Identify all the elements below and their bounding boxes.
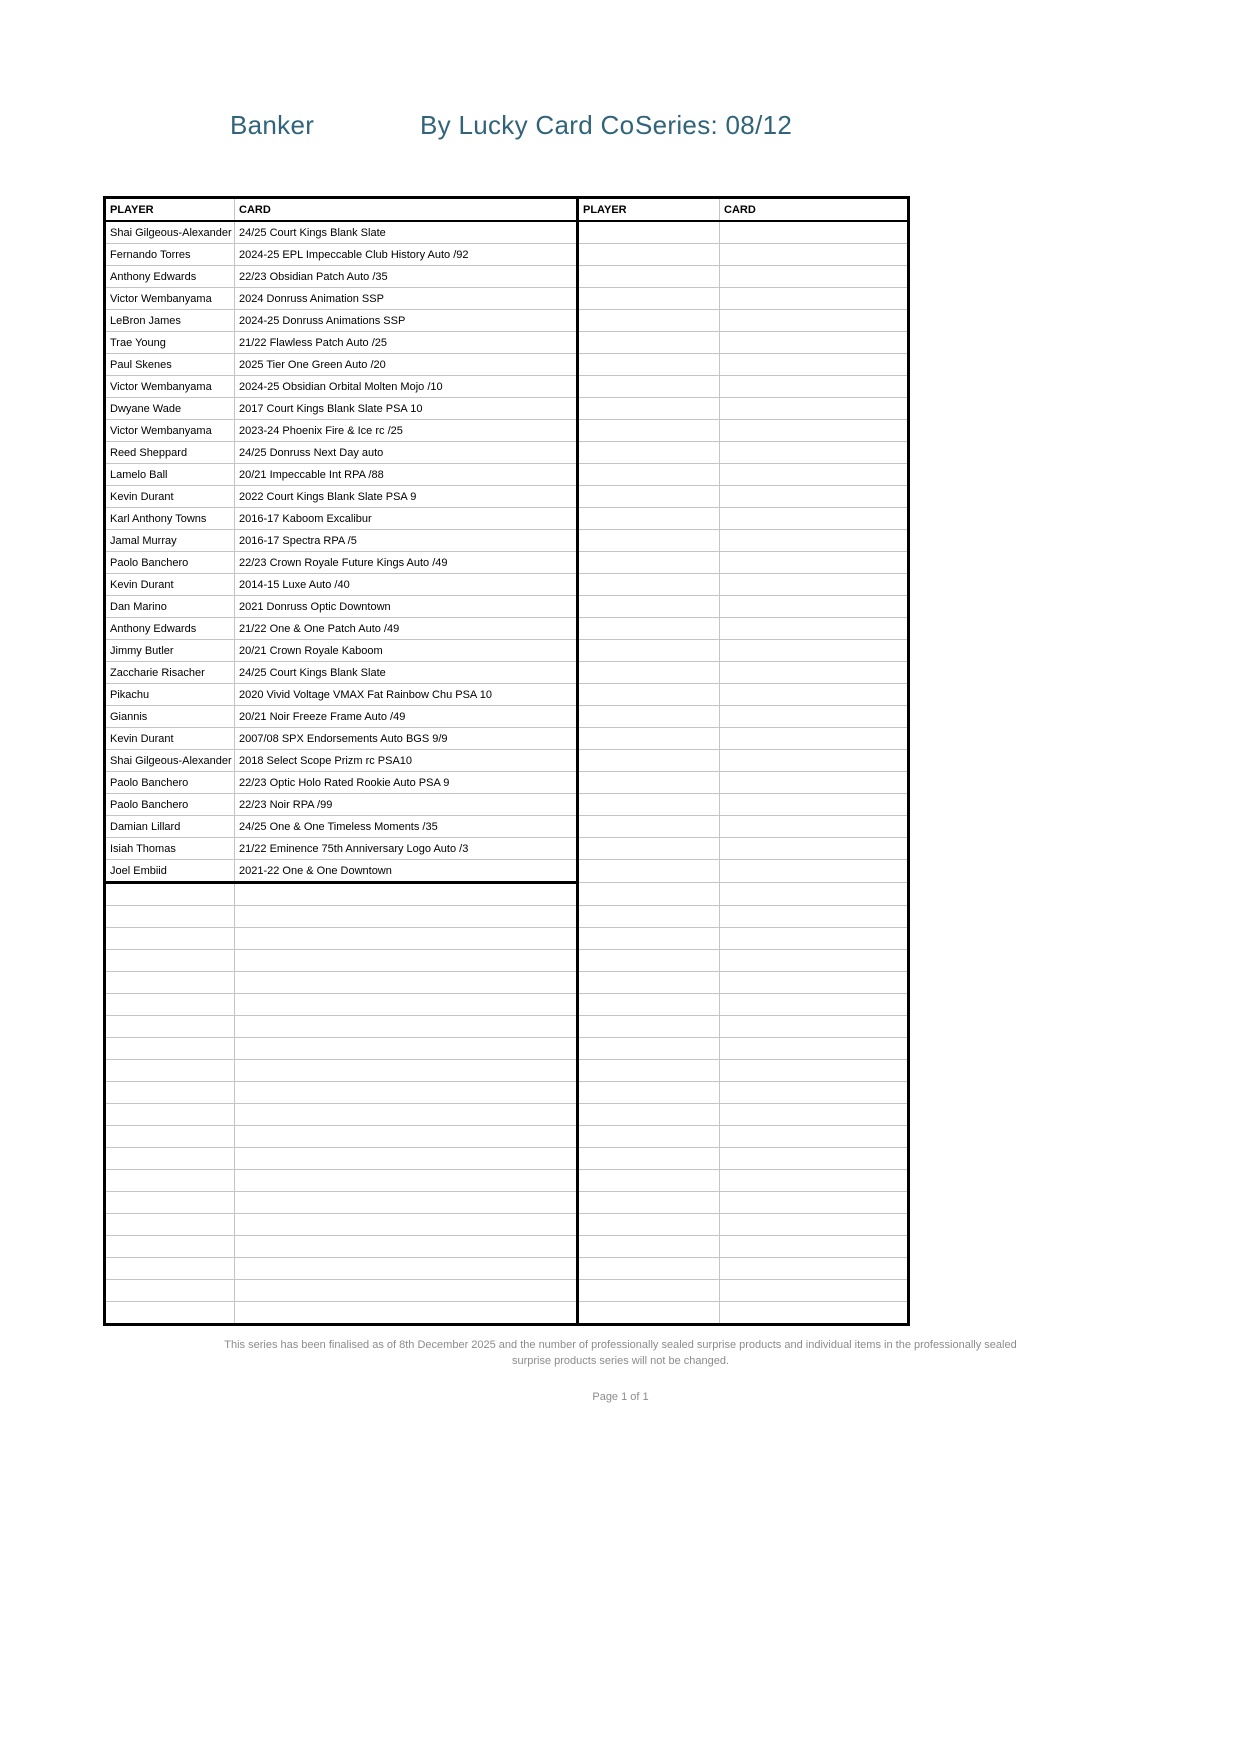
card-cell-right bbox=[720, 486, 909, 508]
table-row bbox=[105, 398, 909, 420]
card-cell-right bbox=[720, 1038, 909, 1060]
player-cell-right bbox=[578, 928, 720, 950]
player-cell-right bbox=[578, 530, 720, 552]
card-cell-right bbox=[720, 1170, 909, 1192]
player-cell-left: Victor Wembanyama bbox=[105, 420, 235, 442]
player-cell-right bbox=[578, 706, 720, 728]
player-cell-right bbox=[578, 442, 720, 464]
player-cell-right bbox=[578, 728, 720, 750]
table-row bbox=[105, 706, 909, 728]
card-cell-left bbox=[235, 928, 578, 950]
player-cell-left: Victor Wembanyama bbox=[105, 288, 235, 310]
table-row bbox=[105, 332, 909, 354]
table-row bbox=[105, 640, 909, 662]
card-cell-left bbox=[235, 1082, 578, 1104]
table-row bbox=[105, 266, 909, 288]
table-row bbox=[105, 1236, 909, 1258]
player-cell-right bbox=[578, 574, 720, 596]
player-cell-left bbox=[105, 1060, 235, 1082]
player-cell-right bbox=[578, 596, 720, 618]
table-row bbox=[105, 1148, 909, 1170]
player-cell-left: Fernando Torres bbox=[105, 244, 235, 266]
player-cell-left bbox=[105, 1192, 235, 1214]
player-cell-right bbox=[578, 1082, 720, 1104]
card-cell-right bbox=[720, 728, 909, 750]
card-cell-left: 2021-22 One & One Downtown bbox=[235, 860, 578, 883]
card-cell-left bbox=[235, 1236, 578, 1258]
player-cell-left: Jimmy Butler bbox=[105, 640, 235, 662]
table-row bbox=[105, 972, 909, 994]
card-cell-right bbox=[720, 1258, 909, 1280]
card-cell-left: 22/23 Optic Holo Rated Rookie Auto PSA 9 bbox=[235, 772, 578, 794]
card-cell-left: 2016-17 Kaboom Excalibur bbox=[235, 508, 578, 530]
card-cell-right bbox=[720, 464, 909, 486]
player-cell-right bbox=[578, 883, 720, 906]
table-row bbox=[105, 596, 909, 618]
card-cell-right bbox=[720, 772, 909, 794]
table-row bbox=[105, 994, 909, 1016]
card-cell-right bbox=[720, 442, 909, 464]
player-cell-left: Kevin Durant bbox=[105, 728, 235, 750]
table-row bbox=[105, 442, 909, 464]
player-cell-left: Shai Gilgeous-Alexander bbox=[105, 221, 235, 244]
table-row bbox=[105, 883, 909, 906]
card-cell-right bbox=[720, 1082, 909, 1104]
card-cell-right bbox=[720, 838, 909, 860]
table-row bbox=[105, 928, 909, 950]
table-row bbox=[105, 420, 909, 442]
table-row bbox=[105, 288, 909, 310]
card-cell-right bbox=[720, 1016, 909, 1038]
card-cell-left bbox=[235, 1104, 578, 1126]
player-cell-left: Damian Lillard bbox=[105, 816, 235, 838]
card-cell-left bbox=[235, 1280, 578, 1302]
card-cell-left bbox=[235, 883, 578, 906]
table-row bbox=[105, 838, 909, 860]
page-number: Page 1 of 1 bbox=[592, 1391, 649, 1403]
player-cell-right bbox=[578, 552, 720, 574]
player-cell-left: Trae Young bbox=[105, 332, 235, 354]
player-cell-right bbox=[578, 994, 720, 1016]
card-cell-left: 20/21 Crown Royale Kaboom bbox=[235, 640, 578, 662]
table-row bbox=[105, 508, 909, 530]
header-row bbox=[105, 198, 909, 222]
series-label: Series: 08/12 bbox=[635, 110, 793, 140]
card-cell-right bbox=[720, 266, 909, 288]
player-cell-left bbox=[105, 1126, 235, 1148]
column-header-player-right: PLAYER bbox=[578, 198, 720, 222]
player-cell-left bbox=[105, 1280, 235, 1302]
card-cell-left bbox=[235, 1060, 578, 1082]
card-cell-left: 2007/08 SPX Endorsements Auto BGS 9/9 bbox=[235, 728, 578, 750]
table-row bbox=[105, 486, 909, 508]
card-cell-left bbox=[235, 1302, 578, 1325]
player-cell-right bbox=[578, 1148, 720, 1170]
player-cell-right bbox=[578, 486, 720, 508]
player-cell-left: Zaccharie Risacher bbox=[105, 662, 235, 684]
player-cell-right bbox=[578, 1214, 720, 1236]
player-cell-right bbox=[578, 640, 720, 662]
table-row bbox=[105, 530, 909, 552]
table-row bbox=[105, 794, 909, 816]
player-cell-left bbox=[105, 1082, 235, 1104]
card-cell-left bbox=[235, 906, 578, 928]
player-cell-left bbox=[105, 883, 235, 906]
finalisation-note: This series has been finalised as of 8th December 2025 and the number of professionally sealed surprise products and individual items in the professionally sealed surprise products series will not be changed. bbox=[224, 1339, 1017, 1367]
card-cell-right bbox=[720, 552, 909, 574]
player-cell-right bbox=[578, 1170, 720, 1192]
player-cell-right bbox=[578, 398, 720, 420]
player-cell-right bbox=[578, 420, 720, 442]
table-row bbox=[105, 728, 909, 750]
card-cell-right bbox=[720, 1280, 909, 1302]
player-cell-right bbox=[578, 310, 720, 332]
player-cell-left: Pikachu bbox=[105, 684, 235, 706]
table-row bbox=[105, 244, 909, 266]
player-cell-right bbox=[578, 1236, 720, 1258]
player-cell-right bbox=[578, 1104, 720, 1126]
table-row bbox=[105, 1016, 909, 1038]
table-row bbox=[105, 464, 909, 486]
card-cell-right bbox=[720, 860, 909, 883]
player-cell-left: Kevin Durant bbox=[105, 574, 235, 596]
player-cell-right bbox=[578, 1258, 720, 1280]
table-row bbox=[105, 1280, 909, 1302]
player-cell-left: LeBron James bbox=[105, 310, 235, 332]
card-cell-right bbox=[720, 794, 909, 816]
card-cell-left: 21/22 Eminence 75th Anniversary Logo Auto /3 bbox=[235, 838, 578, 860]
card-cell-left: 24/25 One & One Timeless Moments /35 bbox=[235, 816, 578, 838]
table-row bbox=[105, 552, 909, 574]
card-cell-left: 2017 Court Kings Blank Slate PSA 10 bbox=[235, 398, 578, 420]
card-cell-right bbox=[720, 398, 909, 420]
card-cell-right bbox=[720, 221, 909, 244]
player-cell-left: Paolo Banchero bbox=[105, 794, 235, 816]
table-row bbox=[105, 1170, 909, 1192]
table-row bbox=[105, 1126, 909, 1148]
player-cell-left bbox=[105, 950, 235, 972]
card-cell-left: 24/25 Court Kings Blank Slate bbox=[235, 221, 578, 244]
card-cell-left: 2018 Select Scope Prizm rc PSA10 bbox=[235, 750, 578, 772]
card-cell-left bbox=[235, 1192, 578, 1214]
table-body bbox=[105, 221, 909, 1325]
player-cell-left bbox=[105, 906, 235, 928]
table-row bbox=[105, 1192, 909, 1214]
player-cell-right bbox=[578, 288, 720, 310]
player-cell-right bbox=[578, 794, 720, 816]
player-cell-left bbox=[105, 1214, 235, 1236]
player-cell-right bbox=[578, 772, 720, 794]
card-cell-left bbox=[235, 1148, 578, 1170]
table-row bbox=[105, 354, 909, 376]
table-row bbox=[105, 1258, 909, 1280]
card-cell-right bbox=[720, 883, 909, 906]
player-cell-right bbox=[578, 860, 720, 883]
card-cell-right bbox=[720, 596, 909, 618]
card-cell-right bbox=[720, 816, 909, 838]
player-cell-left bbox=[105, 1258, 235, 1280]
card-cell-right bbox=[720, 1104, 909, 1126]
table-row bbox=[105, 376, 909, 398]
card-cell-left: 2020 Vivid Voltage VMAX Fat Rainbow Chu PSA 10 bbox=[235, 684, 578, 706]
player-cell-right bbox=[578, 1126, 720, 1148]
card-cell-left bbox=[235, 1016, 578, 1038]
player-cell-right bbox=[578, 332, 720, 354]
card-cell-left: 2024-25 EPL Impeccable Club History Auto /92 bbox=[235, 244, 578, 266]
player-cell-left: Joel Embiid bbox=[105, 860, 235, 883]
card-cell-left bbox=[235, 1258, 578, 1280]
card-cell-right bbox=[720, 706, 909, 728]
player-cell-right bbox=[578, 376, 720, 398]
table-row bbox=[105, 816, 909, 838]
card-cell-right bbox=[720, 950, 909, 972]
player-cell-right bbox=[578, 1038, 720, 1060]
card-cell-right bbox=[720, 574, 909, 596]
card-cell-left: 2022 Court Kings Blank Slate PSA 9 bbox=[235, 486, 578, 508]
player-cell-left bbox=[105, 928, 235, 950]
card-cell-right bbox=[720, 994, 909, 1016]
card-cell-right bbox=[720, 332, 909, 354]
product-title: Banker bbox=[230, 110, 315, 140]
table-row bbox=[105, 860, 909, 883]
player-cell-left bbox=[105, 994, 235, 1016]
player-cell-left: Reed Sheppard bbox=[105, 442, 235, 464]
card-cell-right bbox=[720, 354, 909, 376]
player-cell-right bbox=[578, 1192, 720, 1214]
player-cell-left bbox=[105, 1104, 235, 1126]
card-cell-left: 2016-17 Spectra RPA /5 bbox=[235, 530, 578, 552]
card-cell-left bbox=[235, 1214, 578, 1236]
player-cell-left: Paolo Banchero bbox=[105, 552, 235, 574]
card-cell-right bbox=[720, 420, 909, 442]
card-cell-right bbox=[720, 640, 909, 662]
card-cell-right bbox=[720, 1126, 909, 1148]
table-row bbox=[105, 906, 909, 928]
card-cell-left: 2025 Tier One Green Auto /20 bbox=[235, 354, 578, 376]
card-cell-left: 20/21 Noir Freeze Frame Auto /49 bbox=[235, 706, 578, 728]
player-cell-right bbox=[578, 618, 720, 640]
card-cell-right bbox=[720, 618, 909, 640]
card-cell-left: 2023-24 Phoenix Fire & Ice rc /25 bbox=[235, 420, 578, 442]
column-header-card-right: CARD bbox=[720, 198, 909, 222]
player-cell-right bbox=[578, 684, 720, 706]
player-cell-right bbox=[578, 508, 720, 530]
table-row bbox=[105, 662, 909, 684]
player-cell-right bbox=[578, 266, 720, 288]
player-cell-left bbox=[105, 1038, 235, 1060]
card-cell-right bbox=[720, 310, 909, 332]
card-cell-right bbox=[720, 928, 909, 950]
card-cell-right bbox=[720, 1236, 909, 1258]
card-cell-right bbox=[720, 1060, 909, 1082]
player-cell-left: Lamelo Ball bbox=[105, 464, 235, 486]
card-cell-left bbox=[235, 1170, 578, 1192]
card-cell-left bbox=[235, 994, 578, 1016]
document-title-bar bbox=[0, 110, 1241, 146]
card-cell-right bbox=[720, 1302, 909, 1325]
brand-title: By Lucky Card Co bbox=[420, 110, 635, 140]
table-row bbox=[105, 1104, 909, 1126]
player-cell-left bbox=[105, 1302, 235, 1325]
player-cell-left: Anthony Edwards bbox=[105, 266, 235, 288]
player-cell-right bbox=[578, 950, 720, 972]
card-cell-right bbox=[720, 530, 909, 552]
player-cell-left: Paolo Banchero bbox=[105, 772, 235, 794]
card-cell-right bbox=[720, 750, 909, 772]
player-cell-right bbox=[578, 1060, 720, 1082]
card-cell-left bbox=[235, 1126, 578, 1148]
player-cell-left: Kevin Durant bbox=[105, 486, 235, 508]
card-cell-left bbox=[235, 1038, 578, 1060]
table-row bbox=[105, 1082, 909, 1104]
card-cell-left: 22/23 Noir RPA /99 bbox=[235, 794, 578, 816]
player-cell-left: Giannis bbox=[105, 706, 235, 728]
card-cell-right bbox=[720, 376, 909, 398]
card-cell-left: 2021 Donruss Optic Downtown bbox=[235, 596, 578, 618]
card-cell-right bbox=[720, 1192, 909, 1214]
checklist-table bbox=[103, 196, 910, 1326]
player-cell-left: Dwyane Wade bbox=[105, 398, 235, 420]
player-cell-left: Paul Skenes bbox=[105, 354, 235, 376]
player-cell-right bbox=[578, 906, 720, 928]
player-cell-right bbox=[578, 838, 720, 860]
card-cell-left: 22/23 Obsidian Patch Auto /35 bbox=[235, 266, 578, 288]
card-cell-left: 2024 Donruss Animation SSP bbox=[235, 288, 578, 310]
table-row bbox=[105, 221, 909, 244]
card-cell-left: 21/22 One & One Patch Auto /49 bbox=[235, 618, 578, 640]
card-cell-right bbox=[720, 684, 909, 706]
table-row bbox=[105, 1038, 909, 1060]
table-row bbox=[105, 1214, 909, 1236]
player-cell-right bbox=[578, 1280, 720, 1302]
player-cell-right bbox=[578, 972, 720, 994]
table-row bbox=[105, 684, 909, 706]
player-cell-left: Isiah Thomas bbox=[105, 838, 235, 860]
card-cell-left: 2014-15 Luxe Auto /40 bbox=[235, 574, 578, 596]
column-header-card-left: CARD bbox=[235, 198, 578, 222]
table-row bbox=[105, 1302, 909, 1325]
player-cell-left bbox=[105, 1148, 235, 1170]
card-cell-left: 20/21 Impeccable Int RPA /88 bbox=[235, 464, 578, 486]
player-cell-left: Victor Wembanyama bbox=[105, 376, 235, 398]
player-cell-left: Anthony Edwards bbox=[105, 618, 235, 640]
player-cell-left bbox=[105, 1016, 235, 1038]
table-row bbox=[105, 310, 909, 332]
card-cell-left bbox=[235, 950, 578, 972]
player-cell-left: Shai Gilgeous-Alexander bbox=[105, 750, 235, 772]
table-row bbox=[105, 618, 909, 640]
card-cell-right bbox=[720, 1214, 909, 1236]
player-cell-left bbox=[105, 972, 235, 994]
player-cell-right bbox=[578, 244, 720, 266]
player-cell-right bbox=[578, 662, 720, 684]
card-cell-right bbox=[720, 662, 909, 684]
table-row bbox=[105, 574, 909, 596]
player-cell-right bbox=[578, 750, 720, 772]
card-cell-left: 24/25 Court Kings Blank Slate bbox=[235, 662, 578, 684]
card-cell-right bbox=[720, 1148, 909, 1170]
table-row bbox=[105, 750, 909, 772]
player-cell-right bbox=[578, 464, 720, 486]
column-header-player-left: PLAYER bbox=[105, 198, 235, 222]
player-cell-left: Dan Marino bbox=[105, 596, 235, 618]
card-cell-right bbox=[720, 244, 909, 266]
card-cell-left: 2024-25 Donruss Animations SSP bbox=[235, 310, 578, 332]
player-cell-right bbox=[578, 1302, 720, 1325]
player-cell-right bbox=[578, 816, 720, 838]
player-cell-right bbox=[578, 1016, 720, 1038]
card-cell-right bbox=[720, 508, 909, 530]
table-row bbox=[105, 950, 909, 972]
player-cell-right bbox=[578, 221, 720, 244]
player-cell-left: Jamal Murray bbox=[105, 530, 235, 552]
card-cell-left: 2024-25 Obsidian Orbital Molten Mojo /10 bbox=[235, 376, 578, 398]
table-row bbox=[105, 772, 909, 794]
card-cell-right bbox=[720, 972, 909, 994]
card-cell-left: 21/22 Flawless Patch Auto /25 bbox=[235, 332, 578, 354]
card-cell-left bbox=[235, 972, 578, 994]
player-cell-left: Karl Anthony Towns bbox=[105, 508, 235, 530]
table-row bbox=[105, 1060, 909, 1082]
card-cell-left: 22/23 Crown Royale Future Kings Auto /49 bbox=[235, 552, 578, 574]
player-cell-left bbox=[105, 1170, 235, 1192]
player-cell-left bbox=[105, 1236, 235, 1258]
card-cell-right bbox=[720, 906, 909, 928]
card-cell-right bbox=[720, 288, 909, 310]
player-cell-right bbox=[578, 354, 720, 376]
card-cell-left: 24/25 Donruss Next Day auto bbox=[235, 442, 578, 464]
